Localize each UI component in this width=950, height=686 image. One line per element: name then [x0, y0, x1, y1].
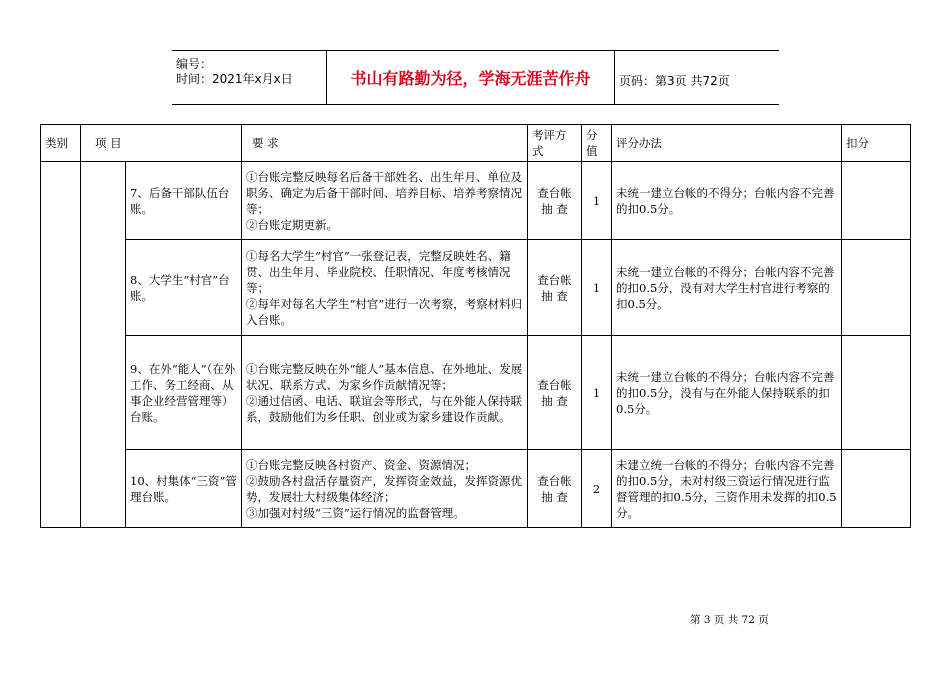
page-footer: 第 3 页 共 72 页	[690, 614, 769, 626]
requirement-cell	[242, 240, 528, 336]
score-cell: 1	[582, 336, 612, 450]
requirement-line: ②通过信函、电话、联谊会等形式，与在外能人保持联系，鼓励他们为乡任职、创业或为家乡建设作贡献。	[246, 393, 522, 424]
score-cell: 2	[582, 450, 612, 528]
col-category: 类别	[41, 125, 81, 162]
header-row	[41, 125, 911, 162]
assessment-table	[40, 124, 911, 528]
scoring-cell: 未建立统一台帐的不得分；台帐内容不完善的扣0.5分，未对村级三资运行情况进行监督管理的扣0.5分，三资作用未发挥的扣0.5分。	[612, 450, 842, 528]
requirement-line: ②台账定期更新。	[246, 217, 338, 232]
requirement-line: ①台账完整反映各村资产、资金、资源情况；	[246, 457, 476, 472]
method-line: 查台帐	[537, 473, 572, 488]
scoring-cell: 未统一建立台帐的不得分；台帐内容不完善的扣0.5分。	[612, 162, 842, 240]
deduction-cell	[842, 240, 911, 336]
page-header	[172, 50, 779, 105]
item-cell: 10、村集体“三资”管理台账。	[126, 450, 242, 528]
deduction-cell	[842, 336, 911, 450]
method-line: 查台帐	[537, 185, 572, 200]
subcategory-cell	[81, 162, 126, 528]
method-line: 抽 查	[541, 201, 568, 216]
item-cell: 8、大学生“村官”台账。	[126, 240, 242, 336]
col-requirement: 要 求	[242, 125, 528, 162]
requirement-line: ①每名大学生“村官”一张登记表，完整反映姓名、籍贯、出生年月、毕业院校、任职情况、年度考核情况等；	[246, 248, 511, 295]
col-score: 分值	[582, 125, 612, 162]
table-row	[41, 162, 911, 240]
method-line: 查台帐	[537, 377, 572, 392]
requirement-line: ①台账完整反映在外“能人”基本信息、在外地址、发展状况、联系方式、为家乡作贡献情况等；	[246, 361, 523, 392]
col-deduction: 扣分	[842, 125, 911, 162]
time-label: 时间：2021年x月x日	[176, 72, 293, 86]
requirement-cell	[242, 162, 528, 240]
method-cell	[528, 162, 582, 240]
slogan: 书山有路勤为径，学海无涯苦作舟	[326, 51, 615, 104]
method-cell	[528, 336, 582, 450]
item-cell: 9、在外“能人”（在外工作、务工经商、从事企业经营管理等）台账。	[126, 336, 242, 450]
deduction-cell	[842, 450, 911, 528]
requirement-line: ③加强对村级“三资”运行情况的监督管理。	[246, 505, 465, 520]
number-label: 编号：	[176, 57, 213, 71]
method-cell	[528, 450, 582, 528]
requirement-line: ①台账完整反映每名后备干部姓名、出生年月、单位及职务、确定为后备干部时间、培养目标、培养考察情况等；	[246, 169, 522, 216]
requirement-cell	[242, 450, 528, 528]
method-line: 抽 查	[541, 489, 568, 504]
page-code: 页码：第3页 共72页	[619, 74, 730, 88]
score-cell: 1	[582, 240, 612, 336]
col-item: 项 目	[81, 125, 242, 162]
requirement-cell	[242, 336, 528, 450]
scoring-cell: 未统一建立台帐的不得分；台帐内容不完善的扣0.5分，没有对大学生村官进行考察的扣0.5分。	[612, 240, 842, 336]
table-row	[41, 240, 911, 336]
method-cell	[528, 240, 582, 336]
category-cell	[41, 162, 81, 528]
deduction-cell	[842, 162, 911, 240]
requirement-line: ②鼓励各村盘活存量资产，发挥资金效益，发挥资源优势，发展壮大村级集体经济；	[246, 473, 522, 504]
method-line: 抽 查	[541, 393, 568, 408]
item-cell: 7、后备干部队伍台账。	[126, 162, 242, 240]
header-left	[176, 57, 293, 87]
requirement-line: ②每年对每名大学生“村官”进行一次考察，考察材料归入台账。	[246, 296, 523, 327]
method-line: 查台帐	[537, 272, 572, 287]
score-cell: 1	[582, 162, 612, 240]
col-scoring: 评分办法	[612, 125, 842, 162]
table-row	[41, 450, 911, 528]
table-row	[41, 336, 911, 450]
col-method: 考评方式	[528, 125, 582, 162]
scoring-cell: 未统一建立台帐的不得分；台帐内容不完善的扣0.5分，没有与在外能人保持联系的扣0.5分。	[612, 336, 842, 450]
method-line: 抽 查	[541, 288, 568, 303]
